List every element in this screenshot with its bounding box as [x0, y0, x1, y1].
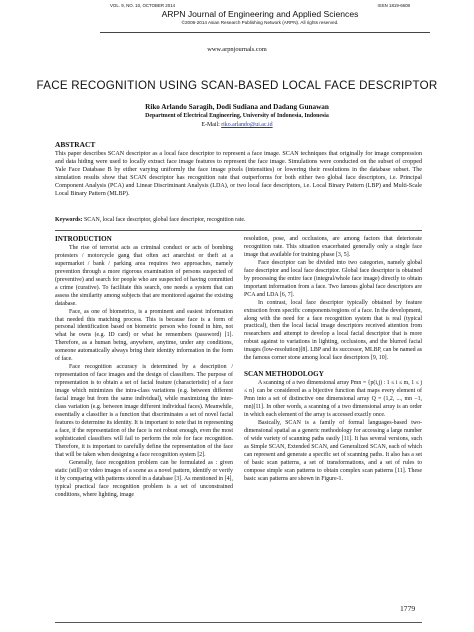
introduction-heading: INTRODUCTION — [55, 235, 112, 243]
author-affiliation: Department of Electrical Engineering, University of Indonesia, Indonesia — [145, 113, 329, 119]
author-email-line — [0, 122, 474, 128]
keywords — [55, 216, 422, 224]
scan-paragraph: A scanning of a two dimensional array Pmn = {p(i,j) : 1 ≤ i ≤ m, 1 ≤ j ≤ n} can be considered as a bijective function that maps every element of Pmn into a set of distinctive one dimensional array Q = (1,2, ..., mn −1, mn)[11]. In other words, a scanning of a two dimensional array is an order in which each element of the array is accessed exactly once. — [244, 380, 422, 419]
left-column — [55, 236, 233, 499]
intro-paragraph: Face, as one of biometrics, is a prominent and easiest information that needed this matching process. This is because face is a form of personal identification based on biometric person who found in him, not what he owns (e.g. ID card) or what he remembers (password) [1]. Therefore, as a human being, anywhere, anytime, under any conditions, someone automatically always bring their identity information in the form of face. — [55, 308, 233, 363]
keywords-text: SCAN, local face descriptor, global face descriptor, recognition rate. — [83, 217, 246, 223]
abstract-divider — [55, 230, 422, 231]
volume-line: VOL. 9, NO. 10, OCTOBER 2014 — [110, 3, 176, 8]
issn: ISSN 1819-6608 — [377, 3, 410, 8]
paper-authors: Riko Arlando Saragih, Dodi Sudiana and Dadang Gunawan — [145, 103, 329, 111]
intro-paragraph: resolution, pose, and occlusions, are among factors that deteriorate recognition rate. This situation exacerbated generally only a single face image that available for training phase [3, 5]. — [244, 236, 422, 258]
header-divider — [100, 32, 430, 33]
journal-name: ARPN Journal of Engineering and Applied Sciences — [161, 9, 359, 19]
intro-paragraph: Generally, face recognition problem can be formulated as : given static (still) or video images of a scene as a novel pattern, identify or verify it by comparing with patterns stored in a database [3]. As mentioned in [4], typical practical face recognition problem is a set of unconstrained conditions, where lighting, image — [55, 459, 233, 498]
intro-paragraph: Face descriptor can be divided into two categories, namely global face descriptor and local face descriptor. Global face descriptor is obtained by processing the entire face (integral/whole face image) directly to obtain important information from a face. Two famous global face descriptors are PCA and LDA [6, 7]. — [244, 259, 422, 298]
right-column — [244, 236, 422, 484]
keywords-label: Keywords: — [55, 217, 83, 223]
intro-paragraph: In contrast, local face descriptor typically obtained by feature extraction from specific components/regions of a face. In the development, along with the need for a face recognition system that is real (typical practical), then the local facial image descriptors received attention from researchers and attempt to develop a local facial descriptor that is more robust against to variations in lighting, occlusions, and the blurred facial images (low-resolution)[8]. LBP and its successor, MLBP, can be named as the famous corner stone among local face descriptors [9, 10]. — [244, 299, 422, 362]
journal-header — [110, 3, 410, 26]
paper-title: FACE RECOGNITION USING SCAN-BASED LOCAL FACE DESCRIPTOR — [36, 79, 438, 92]
footer-divider — [55, 622, 422, 623]
email-label: E-Mail: — [201, 122, 220, 128]
abstract-heading: ABSTRACT — [55, 140, 96, 149]
copyright-line: ©2006-2014 Asian Research Publishing Network (ARPN). All rights reserved. — [181, 20, 339, 25]
intro-paragraph: Face recognition accuracy is determined by a description / representation of face images and the design of classifiers. The purpose of representation is to obtain a set of facial feature (characteristic) of a face image which minimizes the intra-class variations (e.g. between different facial image but from the same individual), while maximizing the inter-class variation (e.g. between image different individual faces). Meanwhile, essentially a classifier is a function that discriminates a set of novel facial features to determine its identity. It is important to note that in representing a face, if the representation of the face is not robust enough, even the most sophisticated classifiers will fail to perform the role for face recognition. Therefore, it is important to carefully define the representation of the face that will be taken when designing a face recognition system [2]. — [55, 364, 233, 458]
page-number: 1779 — [400, 604, 416, 613]
intro-paragraph: The rise of terrorist acts as criminal conduct or acts of bombing protesters / motorcycle gang that often act anarchist or theft at a supermarket / bank / parking area requires two approaches, namely prevention through a more rigorous examination of persons suspected of (preventive) and search for people who are suspected of having committed a crime (curative). To facilitate this search, one needs a system that can assess the similarity among subjects that are monitored against the existing database. — [55, 244, 233, 307]
scan-paragraph: Basically, SCAN is a family of formal languages-based two-dimensional spatial as a generic methodology for accessing a large number of wide variety of scanning paths easily [11]. It has several versions, such as Simple SCAN, Extended SCAN, and Generalized SCAN, each of which can represent and generate a specific set of scanning paths. It also has a set of basic scan patterns, a set of transformations, and a set of rules to compose simple scan patterns to obtain complex scan patterns [11]. These basic scan patterns are shown in Figure-1. — [244, 419, 422, 482]
abstract-text: This paper describes SCAN descriptor as a local face descriptor to represent a face image. SCAN techniques that originally for image compression and data hiding were used to locally extract face image features to represent the face image. Simulations were conducted on the subset of cropped Yale Face Database B by either varying uniformly the face image pixels (intensities) or lowering their resolutions in the database subset. The simulation results show that SCAN descriptor has recognition rate that outperforms for both either two global face descriptors, i.e. Principal Component Analysis (PCA) and Linear Discriminant Analysis (LDA), or two local face descriptors, i.e. Local Binary Pattern (LBP) and Multi-Scale Local Binary Pattern (MLBP). — [55, 151, 422, 198]
scan-methodology-heading: SCAN METHODOLOGY — [244, 370, 324, 379]
journal-website[interactable]: www.arpnjournals.com — [207, 46, 267, 53]
author-email-link[interactable]: riko.arlando@ui.ac.id — [221, 122, 273, 128]
